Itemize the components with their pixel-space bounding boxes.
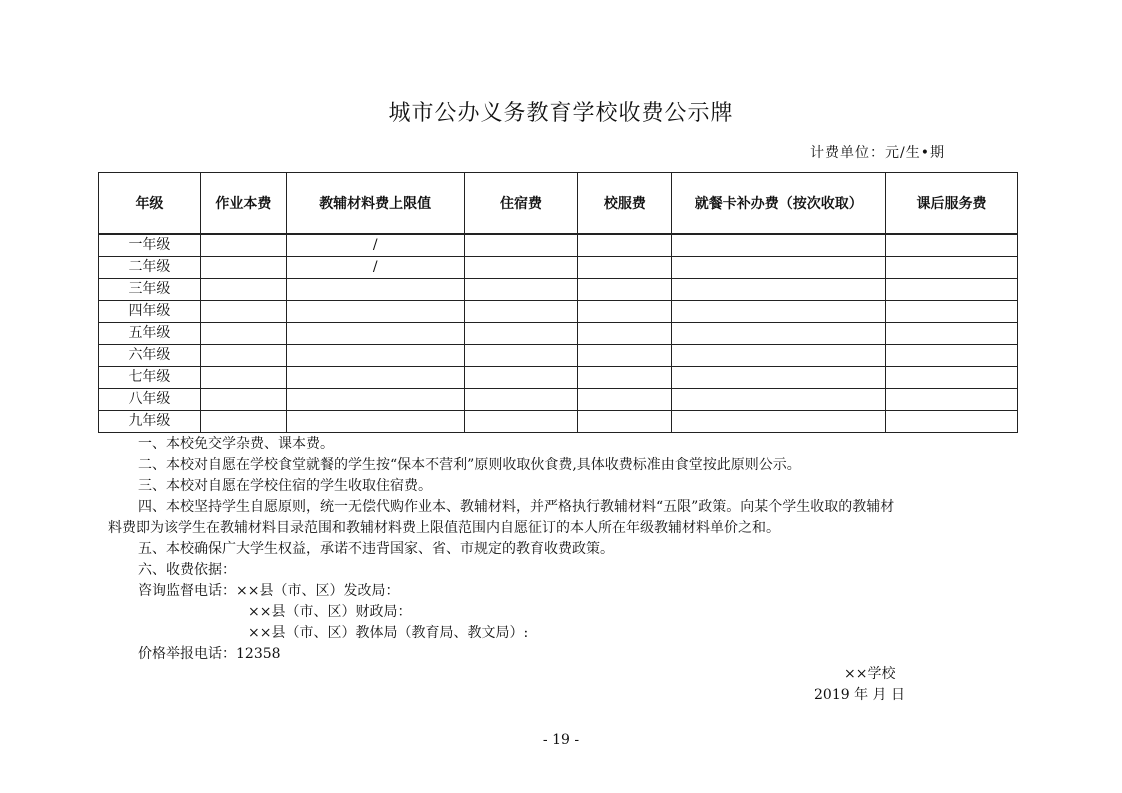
table-cell (200, 411, 286, 433)
note-canteen-fee: 二、本校对自愿在学校食堂就餐的学生按“保本不营利”原则收取伙食费,具体收费标准由食堂按此原则公示。 (138, 457, 801, 473)
table-cell (286, 279, 464, 301)
table-cell (672, 345, 886, 367)
table-cell (200, 279, 286, 301)
table-row (99, 367, 1018, 389)
table-cell (464, 345, 578, 367)
table-cell (200, 389, 286, 411)
table-cell (464, 411, 578, 433)
table-cell (286, 345, 464, 367)
table-cell (886, 345, 1018, 367)
table-cell (672, 234, 886, 257)
table-cell (578, 301, 672, 323)
table-cell (672, 389, 886, 411)
supervision-phone-finance-bureau: ××县（市、区）财政局： (248, 604, 412, 620)
cell-grade: 九年级 (99, 411, 201, 433)
table-cell (200, 257, 286, 279)
note-materials-policy-continued: 料费即为该学生在教辅材料目录范围和教辅材料费上限值范围内自愿征订的本人所在年级教辅材料单价之和。 (108, 520, 780, 536)
note-rights-commitment: 五、本校确保广大学生权益，承诺不违背国家、省、市规定的教育收费政策。 (138, 541, 614, 557)
school-signature: ××学校 (844, 666, 896, 682)
supervision-phone-education-bureau: ××县（市、区）教体局（教育局、教文局）: (248, 625, 529, 641)
note-materials-policy: 四、本校坚持学生自愿原则，统一无偿代购作业本、教辅材料，并严格执行教辅材料“五限”政策。向某个学生收取的教辅材 (138, 499, 895, 515)
table-cell (672, 301, 886, 323)
table-cell (464, 389, 578, 411)
signature-date: 2019 年 月 日 (814, 687, 905, 703)
table-cell: / (286, 234, 464, 257)
fee-table (98, 172, 1018, 433)
header-grade: 年级 (99, 173, 201, 235)
table-row (99, 234, 1018, 257)
table-cell (200, 345, 286, 367)
table-row (99, 345, 1018, 367)
table-cell: / (286, 257, 464, 279)
header-supplementary-material-limit: 教辅材料费上限值 (286, 173, 464, 235)
table-row (99, 279, 1018, 301)
table-cell (886, 323, 1018, 345)
table-cell (578, 257, 672, 279)
table-row (99, 323, 1018, 345)
fee-unit-label: 计费单位：元/生•期 (810, 145, 945, 161)
table-cell (578, 279, 672, 301)
page-title: 城市公办义务教育学校收费公示牌 (388, 101, 734, 126)
cell-grade: 二年级 (99, 257, 201, 279)
table-cell (200, 301, 286, 323)
cell-grade: 六年级 (99, 345, 201, 367)
table-cell (286, 323, 464, 345)
table-cell (578, 345, 672, 367)
cell-grade: 七年级 (99, 367, 201, 389)
table-row (99, 389, 1018, 411)
table-cell (886, 301, 1018, 323)
table-cell (886, 257, 1018, 279)
cell-grade: 八年级 (99, 389, 201, 411)
table-header-row (99, 173, 1018, 235)
table-cell (464, 234, 578, 257)
header-uniform-fee: 校服费 (578, 173, 672, 235)
header-accommodation-fee: 住宿费 (464, 173, 578, 235)
table-cell (886, 367, 1018, 389)
cell-grade: 五年级 (99, 323, 201, 345)
table-cell (286, 389, 464, 411)
cell-grade: 三年级 (99, 279, 201, 301)
table-cell (578, 389, 672, 411)
header-meal-card-reissue-fee: 就餐卡补办费（按次收取） (672, 173, 886, 235)
table-cell (578, 367, 672, 389)
cell-grade: 一年级 (99, 234, 201, 257)
table-cell (672, 257, 886, 279)
table-cell (200, 234, 286, 257)
table-cell (672, 279, 886, 301)
table-cell (464, 279, 578, 301)
table-cell (578, 411, 672, 433)
table-cell (672, 367, 886, 389)
table-row (99, 257, 1018, 279)
table-cell (200, 323, 286, 345)
table-cell (200, 367, 286, 389)
table-row (99, 301, 1018, 323)
table-row (99, 411, 1018, 433)
table-cell (886, 411, 1018, 433)
price-report-phone: 价格举报电话：12358 (138, 646, 281, 662)
page-number: - 19 - (542, 732, 580, 748)
table-cell (464, 323, 578, 345)
header-homework-book-fee: 作业本费 (200, 173, 286, 235)
table-cell (286, 301, 464, 323)
table-cell (286, 411, 464, 433)
table-cell (286, 367, 464, 389)
table-cell (886, 279, 1018, 301)
table-cell (578, 323, 672, 345)
table-cell (886, 234, 1018, 257)
table-cell (886, 389, 1018, 411)
table-cell (578, 234, 672, 257)
table-cell (672, 323, 886, 345)
table-cell (464, 301, 578, 323)
cell-grade: 四年级 (99, 301, 201, 323)
note-accommodation: 三、本校对自愿在学校住宿的学生收取住宿费。 (138, 478, 432, 494)
notes-section (108, 434, 1028, 665)
table-cell (464, 367, 578, 389)
note-tuition-exemption: 一、本校免交学杂费、课本费。 (138, 436, 334, 452)
note-fee-basis: 六、收费依据： (138, 562, 236, 578)
table-cell (464, 257, 578, 279)
supervision-phone-reform-bureau: 咨询监督电话：××县（市、区）发改局： (138, 583, 400, 599)
header-after-school-service-fee: 课后服务费 (886, 173, 1018, 235)
table-cell (672, 411, 886, 433)
